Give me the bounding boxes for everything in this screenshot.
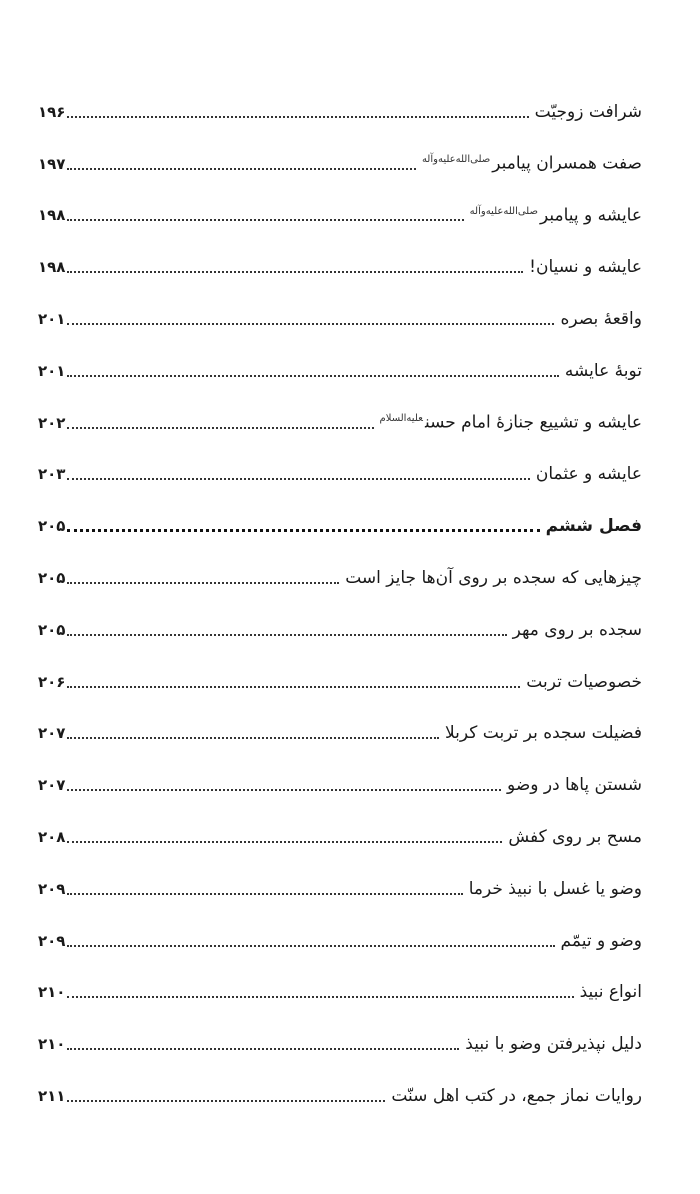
- toc-entry-page: ۲۱۰: [38, 983, 66, 1002]
- toc-entry-page: ۱۹۸: [38, 206, 66, 225]
- toc-entry-title: دلیل نپذیرفتن وضو با نبیذ: [465, 1034, 642, 1055]
- toc-entry-title: مسح بر روی کفش: [508, 826, 642, 847]
- toc-entry-title: عایشه و نسیان!: [529, 257, 642, 278]
- toc-entry: [38, 125, 642, 177]
- toc-entry-title: خصوصیات تربت: [526, 671, 642, 692]
- toc-chapter-heading: [38, 487, 642, 539]
- dot-leader: [67, 168, 415, 170]
- toc-entry-title: شستن پاها در وضو: [507, 775, 642, 796]
- toc-entry: [38, 384, 642, 436]
- toc-entry-title: سجده بر روی مهر: [512, 619, 642, 640]
- toc-entry-page: ۲۰۷: [38, 776, 66, 795]
- dot-leader: [67, 478, 529, 480]
- toc-entry-title: عایشه و تشییع جنازهٔ امام حسن$^{علیه‌السلام}$: [379, 412, 642, 433]
- toc-entry-page: ۱۹۸: [38, 258, 66, 277]
- toc-entry: [38, 954, 642, 1006]
- toc-entry: [38, 228, 642, 280]
- toc-entry: [38, 643, 642, 695]
- toc-entry-title: چیزهایی که سجده بر روی آن‌ها جایز است: [345, 567, 642, 588]
- dot-leader: [67, 945, 554, 947]
- table-of-contents: [38, 73, 642, 1109]
- honorific-mark: صلی‌الله‌علیه‌وآله: [421, 153, 491, 165]
- toc-entry: [38, 902, 642, 954]
- toc-entry-page: ۲۰۱: [38, 309, 66, 328]
- dot-leader: [67, 634, 506, 636]
- toc-entry-title: روایات نماز جمع، در کتب اهل سنّت: [391, 1085, 642, 1106]
- toc-entry-title: وضو یا غسل با نبیذ خرما: [468, 878, 642, 899]
- toc-entry: [38, 695, 642, 747]
- toc-entry: [38, 1057, 642, 1109]
- toc-entry-page: ۲۱۱: [38, 1086, 66, 1105]
- dot-leader: [67, 1048, 459, 1050]
- toc-entry-page: ۲۱۰: [38, 1035, 66, 1054]
- toc-entry-page: ۲۰۶: [38, 672, 66, 691]
- dot-leader: [67, 893, 462, 895]
- toc-entry: [38, 436, 642, 488]
- honorific-mark: علیه‌السلام: [379, 412, 423, 424]
- toc-entry-page: ۱۹۷: [38, 154, 66, 173]
- toc-entry-title: شرافت زوجیّت: [534, 101, 642, 122]
- toc-entry-page: ۲۰۵: [38, 517, 66, 536]
- toc-entry: [38, 591, 642, 643]
- toc-entry: [38, 73, 642, 125]
- dot-leader: [67, 789, 501, 791]
- dot-leader: [67, 323, 554, 325]
- dot-leader: [67, 841, 502, 843]
- toc-entry-page: ۲۰۸: [38, 827, 66, 846]
- toc-entry-title: انواع نبیذ: [579, 982, 642, 1003]
- dot-leader: [67, 737, 439, 739]
- toc-entry-page: ۲۰۹: [38, 931, 66, 950]
- toc-entry: [38, 798, 642, 850]
- toc-entry-title: فضیلت سجده بر تربت کربلا: [445, 723, 642, 744]
- toc-entry: [38, 539, 642, 591]
- toc-entry-title: صفت همسران پیامبر$^{صلی‌الله‌علیه‌وآله}$: [421, 153, 642, 174]
- toc-entry: [38, 746, 642, 798]
- toc-entry: [38, 1005, 642, 1057]
- toc-entry-page: ۱۹۶: [38, 102, 66, 121]
- dot-leader: [67, 427, 373, 429]
- toc-entry-page: ۲۰۳: [38, 465, 66, 484]
- toc-entry-page: ۲۰۵: [38, 568, 66, 587]
- toc-entry-title: توبهٔ عایشه: [564, 360, 642, 381]
- toc-chapter-title: فصل ششم: [545, 516, 642, 537]
- dot-leader: [67, 686, 520, 688]
- toc-entry: [38, 177, 642, 229]
- toc-entry-page: ۲۰۷: [38, 724, 66, 743]
- toc-entry-page: ۲۰۱: [38, 361, 66, 380]
- dot-leader: [67, 1100, 385, 1102]
- toc-entry: [38, 850, 642, 902]
- toc-entry: [38, 280, 642, 332]
- toc-entry-page: ۲۰۲: [38, 413, 66, 432]
- toc-entry-title: عایشه و عثمان: [535, 464, 642, 485]
- dot-leader: [67, 582, 339, 584]
- dot-leader: [67, 219, 463, 221]
- dot-leader: [67, 116, 528, 118]
- toc-entry-title: عایشه و پیامبر$^{صلی‌الله‌علیه‌وآله}$: [469, 205, 642, 226]
- dot-leader: [67, 375, 558, 377]
- dot-leader: [67, 996, 573, 998]
- dot-leader: [67, 271, 523, 273]
- toc-entry-title: وضو و تیمّم: [560, 930, 642, 951]
- toc-entry-page: ۲۰۵: [38, 620, 66, 639]
- toc-entry: [38, 332, 642, 384]
- dot-leader: [67, 529, 539, 532]
- toc-entry-title: واقعهٔ بصره: [560, 308, 642, 329]
- honorific-mark: صلی‌الله‌علیه‌وآله: [469, 205, 538, 217]
- toc-entry-page: ۲۰۹: [38, 879, 66, 898]
